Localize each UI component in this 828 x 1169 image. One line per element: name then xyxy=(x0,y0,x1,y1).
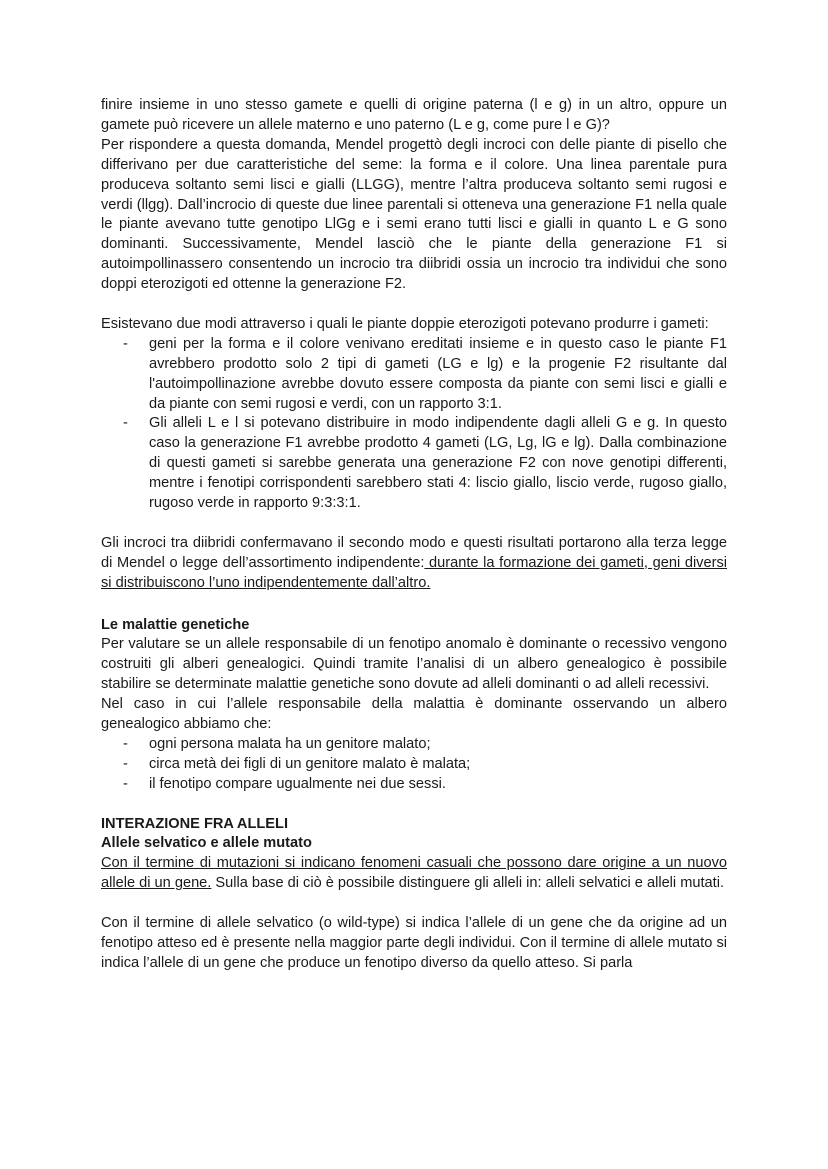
paragraph-third-law xyxy=(101,534,727,594)
paragraph-wild-type: Con il termine di allele selvatico (o wild-type) si indica l’allele di un gene che da origine ad un fenotipo atteso ed è presente nella maggior parte degli individui. Con il termine di allele mutato si indica l’allele di un gene che produce un fenotipo diverso da quello atteso. Si parla xyxy=(101,915,727,971)
list-item xyxy=(101,755,727,775)
paragraph-gamete-question: finire insieme in uno stesso gamete e quelli di origine paterna (l e g) in un altro, oppure un gamete può ricevere un allele materno e uno paterno (L e g, come pure l e G)? xyxy=(101,97,727,133)
paragraph-mendel-experiment: Per rispondere a questa domanda, Mendel progettò degli incroci con delle piante di pisello che differivano per due caratteristiche del seme: la forma e il colore. Una linea parentale pura produceva soltanto semi lisci e gialli (LLGG), mentre l’altra produceva soltanto semi rugosi e verdi (llgg). Dall’incrocio di queste due linee parentali si otteneva una generazione F1 nella quale le piante avevano tutte genotipo LlGg e i semi erano tutti lisci e gialli in quanto L e G sono dominanti. Successivamente, Mendel lasciò che le piante della generazione F1 si autoimpollinassero consentendo un incrocio tra diibridi ossia un incrocio tra individui che sono doppi eterozigoti ed ottenne la generazione F2. xyxy=(101,136,727,293)
dash-bullet-icon: - xyxy=(123,755,128,772)
list-gamete-modes xyxy=(101,335,727,514)
third-law-intro: Gli incroci tra diibridi confermavano il secondo modo e questi risultati portarono alla terza legge di Mendel o legge dell’assortimento indipendente: xyxy=(101,534,727,571)
list-item xyxy=(101,414,727,514)
list-item-text: il fenotipo compare ugualmente nei due sessi. xyxy=(149,775,446,792)
list-item xyxy=(101,735,727,755)
dash-bullet-icon: - xyxy=(123,335,128,352)
paragraph-dominant-case: Nel caso in cui l’allele responsabile della malattia è dominante osservando un albero genealogico abbiamo che: xyxy=(101,696,727,733)
list-item xyxy=(101,335,727,415)
list-dominant-traits xyxy=(101,735,727,795)
paragraph-mutations xyxy=(101,854,727,894)
third-law-statement: durante la formazione dei gameti, geni diversi si distribuiscono l’uno indipendentemente dall’altro. xyxy=(101,554,727,591)
mutation-definition: Con il termine di mutazioni si indicano fenomeni casuali che possono dare origine a un nuovo allele di un gene. xyxy=(101,855,727,892)
dash-bullet-icon: - xyxy=(123,775,128,792)
heading-allele-interaction: INTERAZIONE FRA ALLELI xyxy=(101,815,289,832)
list-item-text: geni per la forma e il colore venivano ereditati insieme e in questo caso le piante F1 avrebbero prodotto solo 2 tipi di gameti (LG e lg) e la progenie F2 risultante dal l'autoimpollinazione avrebbe dovuto essere composta da piante con semi lisci e gialli e da piante con semi rugosi e verdi, con un rapporto 3:1. xyxy=(149,335,727,412)
list-item-text: ogni persona malata ha un genitore malato; xyxy=(149,735,431,752)
list-item xyxy=(101,775,727,795)
subheading-wild-mutant: Allele selvatico e allele mutato xyxy=(101,835,312,852)
dash-bullet-icon: - xyxy=(123,735,128,752)
spacer xyxy=(101,795,727,815)
spacer xyxy=(101,894,727,914)
spacer xyxy=(101,295,727,315)
spacer xyxy=(101,594,727,614)
mutation-followup: Sulla base di ciò è possibile distinguere gli alleli in: alleli selvatici e alleli mutati. xyxy=(211,875,725,892)
paragraph-pedigree: Per valutare se un allele responsabile di un fenotipo anomalo è dominante o recessivo vengono costruiti gli alberi genealogici. Quindi tramite l’analisi di un albero genealogico è possibile stabilire se determinate malattie genetiche sono dovute ad alleli dominanti o ad alleli recessivi. xyxy=(101,636,727,693)
list-item-text: circa metà dei figli di un genitore malato è malata; xyxy=(149,755,471,772)
list-item-text: Gli alleli L e l si potevano distribuire in modo indipendente dagli alleli G e g. In questo caso la generazione F1 avrebbe prodotto 4 gameti (LG, Lg, lG e lg). Dalla combinazione di questi gameti si sarebbe generata una generazione F2 con nove genotipi differenti, mentre i fenotipi corrispondenti sarebbero stati 4: liscio giallo, liscio verde, rugoso giallo, rugoso verde in rapporto 9:3:3:1. xyxy=(149,415,727,512)
document-page xyxy=(101,96,727,974)
heading-genetic-diseases: Le malattie genetiche xyxy=(101,616,250,633)
spacer xyxy=(101,514,727,534)
dash-bullet-icon: - xyxy=(123,415,128,432)
paragraph-two-modes: Esistevano due modi attraverso i quali le piante doppie eterozigoti potevano produrre i gameti: xyxy=(101,315,709,332)
